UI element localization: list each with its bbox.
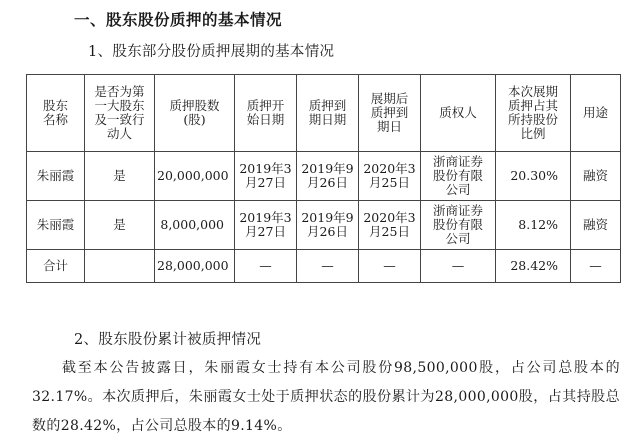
cell-ratio: 20.30% [496,152,571,201]
total-pledged-shares: 28,000,000 [155,250,235,283]
cell-ratio: 8.12% [496,201,571,250]
header-expiry-date: 质押到 期日期 [297,75,359,152]
total-dash: — [421,250,496,283]
pledge-extension-table [26,74,621,283]
cell-is-major: 是 [85,152,155,201]
cumulative-pledge-paragraph: 截至本公告披露日，朱丽霞女士持有本公司股份98,500,000股，占公司总股本的32.17%。本次质押后，朱丽霞女士处于质押状态的股份累计为28,000,000股，占其持股总数的28.42%，占公司总股本的9.14%。 [32,360,620,434]
cell-purpose: 融资 [571,152,621,201]
cell-pledged-shares: 8,000,000 [155,201,235,250]
header-is-major-shareholder: 是否为第 一大股东 及一致行 动人 [85,75,155,152]
header-ratio: 本次展期 质押占其 所持股份 比例 [496,75,571,152]
cell-pledgee: 浙商证券 股份有限 公司 [421,152,496,201]
total-empty [85,250,155,283]
cell-start-date: 2019年3 月27日 [235,152,297,201]
header-purpose: 用途 [571,75,621,152]
cell-pledgee: 浙商证券 股份有限 公司 [421,201,496,250]
cell-extended-expiry: 2020年3 月25日 [359,152,421,201]
total-dash: — [359,250,421,283]
cell-extended-expiry: 2020年3 月25日 [359,201,421,250]
cell-is-major: 是 [85,201,155,250]
total-dash: — [571,250,621,283]
cell-pledged-shares: 20,000,000 [155,152,235,201]
cell-purpose: 融资 [571,201,621,250]
cell-shareholder: 朱丽霞 [27,152,85,201]
header-pledgee: 质权人 [421,75,496,152]
table-row [27,201,621,250]
total-dash: — [235,250,297,283]
cell-shareholder: 朱丽霞 [27,201,85,250]
cell-start-date: 2019年3 月27日 [235,201,297,250]
total-dash: — [297,250,359,283]
table-total-row [27,250,621,283]
subsection-heading-1: 1、股东部分股份质押展期的基本情况 [88,44,335,60]
header-start-date: 质押开 始日期 [235,75,297,152]
subsection-heading-2: 2、股东股份累计被质押情况 [74,332,262,348]
header-extended-expiry: 展期后 质押到 期日 [359,75,421,152]
table-header-row [27,75,621,152]
cell-expiry-date: 2019年9 月26日 [297,201,359,250]
total-label: 合计 [27,250,85,283]
header-pledged-shares: 质押股数 (股) [155,75,235,152]
header-shareholder-name: 股东 名称 [27,75,85,152]
total-ratio: 28.42% [496,250,571,283]
cell-expiry-date: 2019年9 月26日 [297,152,359,201]
table-row [27,152,621,201]
section-heading-1: 一、股东股份质押的基本情况 [74,11,283,29]
